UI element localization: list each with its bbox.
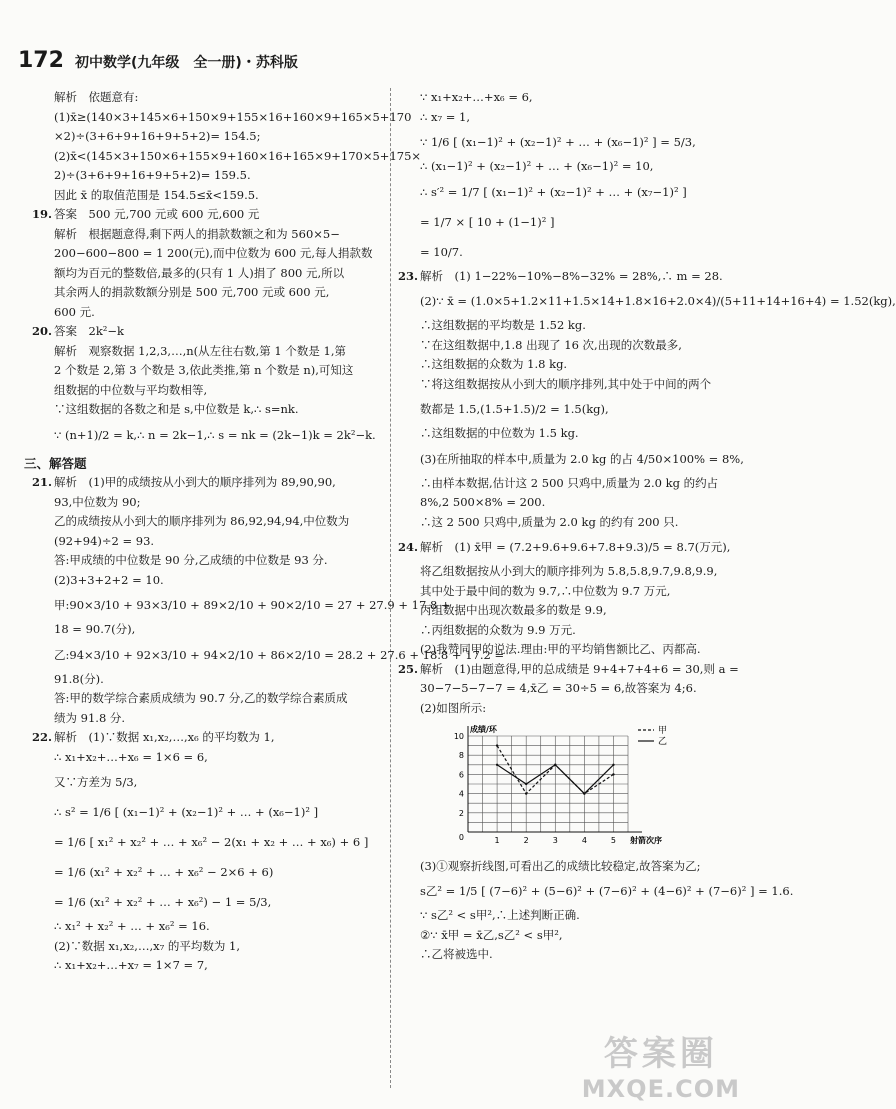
line-text: (92+94)÷2 = 93. xyxy=(54,533,155,548)
question-number: 23. xyxy=(398,268,419,283)
data-point xyxy=(583,792,585,794)
line-text: 解析 依题意有: xyxy=(54,90,139,104)
text-line xyxy=(398,660,738,680)
line-text: 三、解答题 xyxy=(24,455,87,471)
x-tick-label: 3 xyxy=(552,836,558,845)
text-line xyxy=(32,937,384,957)
data-point xyxy=(525,783,527,785)
line-text: ∵ s乙² < s甲²,∴上述判断正确. xyxy=(420,908,580,922)
text-line xyxy=(32,551,384,571)
line-text: (3)在所抽取的样本中,质量为 2.0 kg 的占 4/50×100% = 8%, xyxy=(420,451,744,466)
line-text: 答:甲成绩的中位数是 90 分,乙成绩的中位数是 93 分. xyxy=(54,553,328,567)
text-line xyxy=(32,303,384,323)
right-column-bottom xyxy=(398,857,794,965)
y-tick-label: 8 xyxy=(458,751,464,761)
text-line xyxy=(398,88,738,108)
line-text: = 1/6 (x₁² + x₂² + … + x₆²) − 1 = 5/3, xyxy=(54,895,272,909)
text-line xyxy=(32,670,384,690)
line-text: s乙² = 1/5 [ (7−6)² + (5−6)² + (7−6)² + (4−6)² + (7−6)² ] = 1.6. xyxy=(420,884,794,898)
line-text: ∴ s² = 1/6 [ (x₁−1)² + (x₂−1)² + … + (x₆−1)² ] xyxy=(54,805,319,819)
text-line xyxy=(398,532,738,562)
text-line xyxy=(32,956,384,976)
x-tick-label: 1 xyxy=(494,836,500,845)
line-text: 解析 观察数据 1,2,3,…,n(从左往右数,第 1 个数是 1,第 xyxy=(54,343,347,358)
text-line xyxy=(32,186,384,206)
x-tick-label: 2 xyxy=(523,836,529,845)
line-text: ∴这组数据的众数为 1.8 kg. xyxy=(420,357,568,371)
line-text: 甲:90×3/10 + 93×3/10 + 89×2/10 + 90×2/10 = 27 + 27.9 + 17.8 + xyxy=(54,598,451,612)
y-tick-label: 2 xyxy=(458,808,464,818)
text-line xyxy=(32,512,384,532)
line-text: 91.8(分). xyxy=(54,671,104,686)
line-text: 18 = 90.7(分), xyxy=(54,622,136,636)
text-line xyxy=(32,361,384,381)
line-text: 2 个数是 2,第 3 个数是 3,依此类推,第 n 个数是 n),可知这 xyxy=(54,363,354,377)
line-text: 解析 (1)∵数据 x₁,x₂,…,x₆ 的平均数为 1, xyxy=(54,730,275,744)
line-text: 解析 根据题意得,剩下两人的捐款数额之和为 560×5− xyxy=(54,226,340,241)
line-text: 乙:94×3/10 + 92×3/10 + 94×2/10 + 86×2/10 = 28.2 + 27.6 + 18.8 + 17.2 = xyxy=(54,647,505,662)
line-text: (2)∵数据 x₁,x₂,…,x₇ 的平均数为 1, xyxy=(54,938,240,953)
line-text: ∴ x₇ = 1, xyxy=(420,109,470,124)
line-text: ∴乙将被选中. xyxy=(420,947,493,961)
line-text: ②∵ x̄甲 = x̄乙,s乙² < s甲², xyxy=(420,927,563,942)
line-text: 乙的成绩按从小到大的顺序排列为 86,92,94,94,中位数为 xyxy=(54,514,350,528)
text-line xyxy=(32,108,412,128)
text-line xyxy=(398,926,738,946)
text-line xyxy=(398,157,738,177)
text-line xyxy=(398,375,738,395)
text-line xyxy=(32,381,384,401)
text-line xyxy=(398,424,738,444)
data-point xyxy=(612,764,614,766)
y-axis-label: 成绩/环 xyxy=(470,725,497,734)
text-line xyxy=(398,582,738,602)
origin-label: 0 xyxy=(458,833,464,842)
line-text: ∴ x₁² + x₂² + … + x₆² = 16. xyxy=(54,919,210,933)
data-point xyxy=(612,773,614,775)
x-tick-label: 4 xyxy=(581,836,587,845)
page-header xyxy=(18,48,298,73)
text-line xyxy=(32,590,451,620)
text-line xyxy=(32,571,384,591)
text-line xyxy=(398,562,738,582)
x-tick-label: 5 xyxy=(610,836,617,845)
text-line xyxy=(32,205,384,225)
x-axis-label: 射箭次序 xyxy=(630,836,662,845)
line-text: 600 元. xyxy=(54,304,95,319)
line-text: ×2)÷(3+6+9+16+9+5+2)= 154.5; xyxy=(54,129,261,143)
right-column-top xyxy=(398,88,896,718)
line-text: 解析 (1)由题意得,甲的总成绩是 9+4+7+4+6 = 30,则 a = xyxy=(420,661,739,676)
right-column xyxy=(398,88,896,965)
text-line xyxy=(32,88,384,108)
text-line xyxy=(32,322,384,342)
line-text: (2)x̄<(145×3+150×6+155×9+160×16+165×9+170×5+175× xyxy=(54,148,422,163)
text-line xyxy=(32,748,384,768)
line-text: (3)①观察折线图,可看出乙的成绩比较稳定,故答案为乙; xyxy=(420,858,701,873)
line-text: 绩为 91.8 分. xyxy=(54,710,126,725)
line-text: = 10/7. xyxy=(420,244,463,259)
question-number: 25. xyxy=(398,661,419,676)
line-text: 30−7−5−7−7 = 4,x̄乙 = 30÷5 = 6,故答案为 4;6. xyxy=(420,681,697,695)
text-line xyxy=(398,945,738,965)
text-line xyxy=(32,283,384,303)
book-title: 初中数学(九年级 全一册)・苏科版 xyxy=(75,55,298,71)
text-line xyxy=(398,444,744,474)
text-line xyxy=(32,342,384,362)
legend-label: 乙 xyxy=(658,737,668,747)
line-text: ∵ 1/6 [ (x₁−1)² + (x₂−1)² + … + (x₆−1)² ] = 5/3, xyxy=(420,135,696,149)
text-line xyxy=(398,267,738,287)
question-number: 24. xyxy=(398,540,419,554)
line-text: 答:甲的数学综合素质成绩为 90.7 分,乙的数学综合素质成 xyxy=(54,691,348,705)
text-line xyxy=(398,108,738,128)
line-text: 又∵方差为 5/3, xyxy=(54,775,138,789)
text-line xyxy=(32,728,384,748)
text-line xyxy=(398,336,738,356)
y-tick-label: 4 xyxy=(458,789,464,799)
watermark-line-1: 答案圈 xyxy=(603,1034,718,1074)
line-text: 组数据的中位数与平均数相等, xyxy=(54,382,208,397)
question-number: 20. xyxy=(32,324,53,338)
text-line xyxy=(32,620,384,640)
data-point xyxy=(554,764,556,766)
line-text: 93,中位数为 90; xyxy=(54,494,141,509)
text-line xyxy=(32,917,384,937)
text-line xyxy=(32,709,384,729)
text-line xyxy=(32,887,384,917)
line-chart xyxy=(438,720,678,850)
data-point xyxy=(525,792,527,794)
text-line xyxy=(32,797,384,827)
text-line xyxy=(32,244,384,264)
line-text: 额均为百元的整数倍,最多的(只有 1 人)捐了 800 元,所以 xyxy=(54,265,345,280)
line-text: 解析 (1) 1−22%−10%−8%−32% = 28%,∴ m = 28. xyxy=(420,268,723,283)
line-text: = 1/6 [ x₁² + x₂² + … + x₆² − 2(x₁ + x₂ + … + x₆) + 6 ] xyxy=(54,835,369,849)
text-line xyxy=(398,621,738,641)
line-text: ∴这组数据的中位数为 1.5 kg. xyxy=(420,426,579,440)
text-line xyxy=(398,493,738,513)
line-text: (2)如图所示: xyxy=(420,700,487,715)
text-line xyxy=(398,237,738,267)
line-text: 其中处于最中间的数为 9.7,∴中位数为 9.7 万元, xyxy=(420,583,671,598)
text-line xyxy=(32,767,384,797)
line-text: ∵将这组数据按从小到大的顺序排列,其中处于中间的两个 xyxy=(420,376,712,391)
question-number: 19. xyxy=(32,207,53,221)
section-heading xyxy=(24,454,384,474)
line-text: ∴这组数据的平均数是 1.52 kg. xyxy=(420,318,586,332)
line-text: 8%,2 500×8% = 200. xyxy=(420,495,546,509)
line-text: 其余两人的捐款数额分别是 500 元,700 元或 600 元, xyxy=(54,285,330,299)
text-line xyxy=(32,532,384,552)
text-line xyxy=(32,166,384,186)
text-line xyxy=(32,420,384,450)
line-text: 答案 2k²−k xyxy=(54,324,124,338)
column-divider xyxy=(390,88,391,1088)
data-point xyxy=(496,764,498,766)
line-text: 数都是 1.5,(1.5+1.5)/2 = 1.5(kg), xyxy=(420,402,609,416)
line-text: ∴这 2 500 只鸡中,质量为 2.0 kg 的约有 200 只. xyxy=(420,514,679,529)
line-text: ∴ x₁+x₂+…+x₇ = 1×7 = 7, xyxy=(54,958,208,972)
question-number: 21. xyxy=(32,475,53,489)
text-line xyxy=(398,679,738,699)
text-line xyxy=(32,493,384,513)
line-text: 答案 500 元,700 元或 600 元,600 元 xyxy=(54,207,260,221)
line-text: ∵这组数据的各数之和是 s,中位数是 k,∴ s=nk. xyxy=(54,402,299,416)
line-text: ∴丙组数据的众数为 9.9 万元. xyxy=(420,622,576,637)
line-text: (1)x̄≥(140×3+145×6+150×9+155×16+160×9+165×5+170 xyxy=(54,109,412,124)
line-text: (2)我赞同甲的说法.理由:甲的平均销售额比乙、丙都高. xyxy=(420,642,701,656)
line-text: 解析 (1)甲的成绩按从小到大的顺序排列为 89,90,90, xyxy=(54,475,336,489)
text-line xyxy=(398,876,794,906)
line-text: ∴ s′² = 1/7 [ (x₁−1)² + (x₂−1)² + … + (x₇−1)² ] xyxy=(420,184,687,199)
text-line xyxy=(32,827,384,857)
text-line xyxy=(398,513,738,533)
line-text: ∵在这组数据中,1.8 出现了 16 次,出现的次数最多, xyxy=(420,337,682,352)
text-line xyxy=(32,857,384,887)
text-line xyxy=(32,400,384,420)
text-line xyxy=(398,601,738,621)
legend-label: 甲 xyxy=(658,726,668,736)
text-line xyxy=(398,316,738,336)
line-text: 丙组数据中出现次数最多的数是 9.9, xyxy=(420,603,607,617)
line-text: (2)3+3+2+2 = 10. xyxy=(54,572,164,587)
line-text: ∵ (n+1)/2 = k,∴ n = 2k−1,∴ s = nk = (2k−1)k = 2k²−k. xyxy=(54,427,376,442)
text-line xyxy=(398,699,738,719)
line-text: 将乙组数据按从小到大的顺序排列为 5.8,5.8,9.7,9.8,9.9, xyxy=(420,564,718,578)
line-text: 解析 (1) x̄甲 = (7.2+9.6+9.6+7.8+9.3)/5 = 8.7(万元), xyxy=(420,540,731,554)
page-number: 172 xyxy=(18,48,64,73)
line-text: 200−600−800 = 1 200(元),而中位数为 600 元,每人捐款数 xyxy=(54,246,373,260)
text-line xyxy=(32,225,384,245)
y-tick-label: 10 xyxy=(453,732,464,741)
text-line xyxy=(398,640,738,660)
text-line xyxy=(398,394,738,424)
line-text: ∵ x₁+x₂+…+x₆ = 6, xyxy=(420,90,533,104)
text-line xyxy=(398,207,738,237)
line-text: ∴由样本数据,估计这 2 500 只鸡中,质量为 2.0 kg 的约占 xyxy=(420,475,719,490)
line-text: ∴ x₁+x₂+…+x₆ = 1×6 = 6, xyxy=(54,749,208,764)
text-line xyxy=(398,127,738,157)
text-line xyxy=(32,147,422,167)
text-line xyxy=(32,473,384,493)
line-text: = 1/7 × [ 10 + (1−1)² ] xyxy=(420,214,555,229)
text-line xyxy=(398,177,738,207)
text-line xyxy=(398,474,738,494)
data-point xyxy=(496,744,498,746)
question-number: 22. xyxy=(32,730,53,744)
line-text: = 1/6 (x₁² + x₂² + … + x₆² − 2×6 + 6) xyxy=(54,865,274,879)
line-text: 2)÷(3+6+9+16+9+5+2)= 159.5. xyxy=(54,168,251,182)
line-text: 因此 x̄ 的取值范围是 154.5≤x̄<159.5. xyxy=(54,187,259,202)
text-line xyxy=(398,857,738,877)
text-line xyxy=(398,286,896,316)
line-text: ∴ (x₁−1)² + (x₂−1)² + … + (x₆−1)² = 10, xyxy=(420,159,654,173)
y-tick-label: 6 xyxy=(458,770,464,780)
watermark xyxy=(582,1026,740,1103)
text-line xyxy=(398,906,738,926)
text-line xyxy=(398,355,738,375)
line-text: (2)∵ x̄ = (1.0×5+1.2×11+1.5×14+1.8×16+2.0×4)/(5+11+14+16+4) = 1.52(kg), xyxy=(420,294,896,308)
watermark-line-2: MXQE.COM xyxy=(581,1075,740,1103)
text-line xyxy=(32,264,384,284)
text-line xyxy=(32,689,384,709)
text-line xyxy=(32,127,384,147)
